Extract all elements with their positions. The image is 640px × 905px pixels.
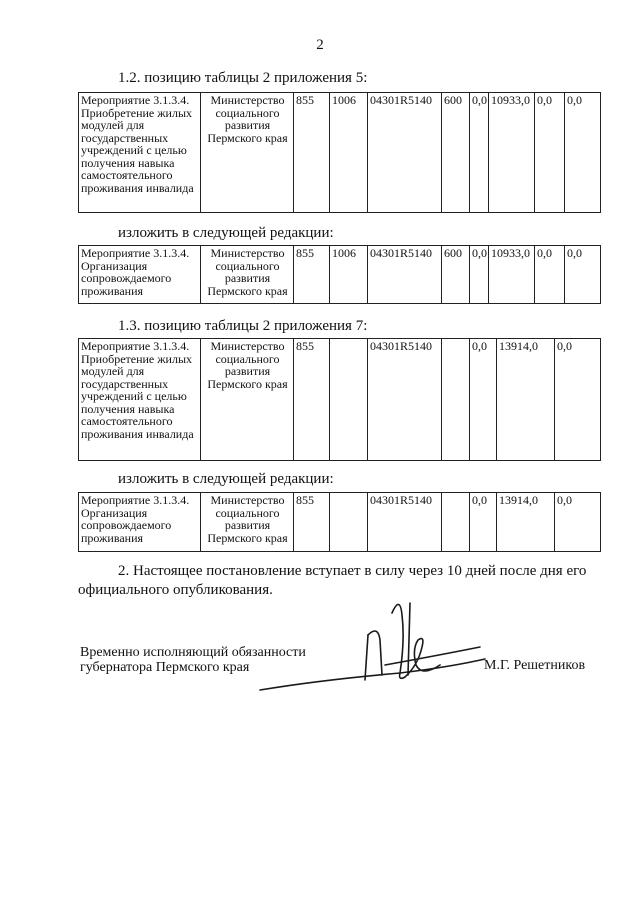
cell-c6: 13914,0 — [497, 493, 555, 552]
signatory-title-line: Временно исполняющий обязанности — [80, 645, 306, 660]
cell-c2: 1006 — [330, 246, 368, 304]
cell-c7: 0,0 — [535, 246, 565, 304]
cell-c3: 04301R5140 — [368, 246, 442, 304]
table-old-row — [78, 338, 601, 461]
cell-c3: 04301R5140 — [368, 339, 442, 461]
cell-c5: 0,0 — [470, 493, 497, 552]
cell-c5: 0,0 — [470, 93, 489, 213]
cell-c1: 855 — [294, 246, 330, 304]
cell-c5: 0,0 — [470, 339, 497, 461]
cell-c3: 04301R5140 — [368, 493, 442, 552]
cell-c6: 10933,0 — [489, 93, 535, 213]
page-number: 2 — [316, 37, 324, 53]
cell-name: Мероприятие 3.1.3.4. Организация сопровождаемого проживания — [79, 493, 201, 552]
section-heading: 1.2. позицию таблицы 2 приложения 5: — [118, 70, 368, 86]
cell-c2 — [330, 493, 368, 552]
handwritten-signature — [240, 585, 490, 695]
cell-c4 — [442, 339, 470, 461]
table-new-row — [78, 492, 601, 552]
cell-org: Министерство социального развития Пермского края — [201, 339, 294, 461]
change-label: изложить в следующей редакции: — [118, 471, 334, 487]
cell-c7: 0,0 — [555, 339, 601, 461]
signatory-name: М.Г. Решетников — [484, 658, 586, 673]
cell-name: Мероприятие 3.1.3.4. Приобретение жилых модулей для государственных учреждений с целью получения навыка самостоятельного проживания инвалида — [79, 93, 201, 213]
cell-c4: 600 — [442, 246, 470, 304]
cell-c4 — [442, 493, 470, 552]
cell-name: Мероприятие 3.1.3.4. Организация сопровождаемого проживания — [79, 246, 201, 304]
change-label: изложить в следующей редакции: — [118, 225, 334, 241]
cell-org: Министерство социального развития Пермского края — [201, 493, 294, 552]
cell-c6: 10933,0 — [489, 246, 535, 304]
cell-c3: 04301R5140 — [368, 93, 442, 213]
closing-paragraph-continued: официального опубликования. — [78, 582, 273, 598]
cell-c2 — [330, 339, 368, 461]
cell-c6: 13914,0 — [497, 339, 555, 461]
cell-c4: 600 — [442, 93, 470, 213]
cell-c2: 1006 — [330, 93, 368, 213]
cell-org: Министерство социального развития Пермского края — [201, 246, 294, 304]
section-heading: 1.3. позицию таблицы 2 приложения 7: — [118, 318, 368, 334]
cell-c7: 0,0 — [555, 493, 601, 552]
cell-org: Министерство социального развития Пермского края — [201, 93, 294, 213]
cell-c7: 0,0 — [535, 93, 565, 213]
cell-c5: 0,0 — [470, 246, 489, 304]
cell-c8: 0,0 — [565, 93, 601, 213]
cell-c1: 855 — [294, 339, 330, 461]
table-old-row — [78, 92, 601, 213]
table-new-row — [78, 245, 601, 304]
cell-c1: 855 — [294, 493, 330, 552]
closing-paragraph: 2. Настоящее постановление вступает в силу через 10 дней после дня его — [118, 563, 587, 579]
signatory-title — [80, 645, 306, 675]
signatory-title-line: губернатора Пермского края — [80, 660, 250, 675]
cell-name: Мероприятие 3.1.3.4. Приобретение жилых модулей для государственных учреждений с целью получения навыка самостоятельного проживания инвалида — [79, 339, 201, 461]
cell-c8: 0,0 — [565, 246, 601, 304]
cell-c1: 855 — [294, 93, 330, 213]
